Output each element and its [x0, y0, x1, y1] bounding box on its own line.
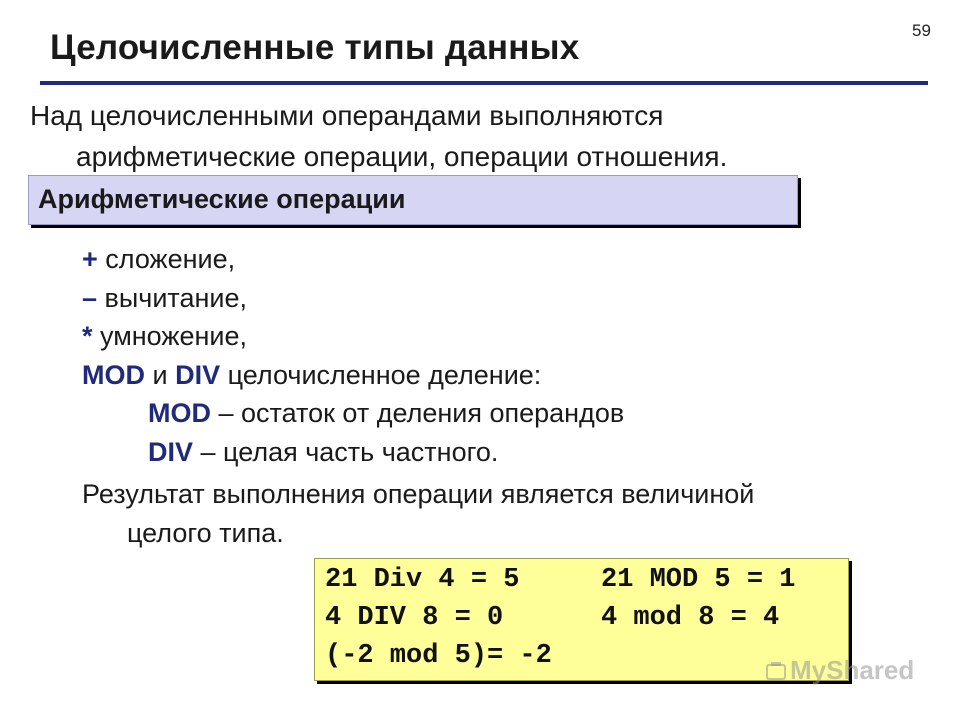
code-row3: (-2 mod 5)= -2	[325, 641, 552, 671]
and-text: и	[145, 359, 176, 390]
mod-def-keyword: MOD	[148, 398, 211, 428]
operation-subtract	[82, 279, 754, 318]
title-underline	[40, 81, 928, 85]
mod-keyword: MOD	[82, 359, 145, 390]
operation-multiply	[82, 317, 754, 356]
intro-line-1: Над целочисленными операндами выполняются	[30, 100, 664, 131]
operation-add	[82, 240, 754, 279]
operations-list	[82, 240, 754, 552]
minus-symbol: –	[82, 282, 98, 313]
watermark: MyShared	[790, 655, 915, 685]
code-row1-right: 21 MOD 5 = 1	[601, 565, 796, 595]
intro-line-2: арифметические операции, операции отношения.	[76, 141, 728, 172]
code-row2-right: 4 mod 8 = 4	[601, 603, 780, 633]
div-keyword: DIV	[175, 359, 221, 390]
mod-div-label: целочисленное деление:	[220, 359, 542, 390]
result-line-2: целого типа.	[127, 517, 284, 548]
operation-mod-div	[82, 356, 754, 395]
operation-subtract-label: вычитание,	[97, 282, 248, 313]
section-heading: Арифметические операции	[38, 184, 406, 214]
code-row2-left: 4 DIV 8 = 0	[325, 603, 504, 633]
div-def-text: – целая часть частного.	[193, 436, 499, 467]
section-heading-box	[28, 175, 798, 225]
watermark-logo-icon	[765, 660, 787, 682]
result-line-1: Результат выполнения операции является величиной	[82, 479, 755, 509]
page-number: 59	[912, 21, 931, 40]
operation-multiply-label: умножение,	[92, 321, 247, 351]
operation-add-label: сложение,	[97, 244, 236, 274]
page-title: Целочисленные типы данных	[50, 28, 580, 67]
intro-paragraph	[30, 95, 727, 177]
mod-definition	[82, 394, 754, 433]
div-def-keyword: DIV	[148, 436, 194, 467]
mod-def-text: – остаток от деления операндов	[211, 398, 625, 428]
div-definition	[82, 433, 754, 472]
asterisk-symbol: *	[82, 321, 93, 351]
plus-symbol: +	[82, 244, 98, 274]
code-row1-left: 21 Div 4 = 5	[325, 565, 520, 595]
